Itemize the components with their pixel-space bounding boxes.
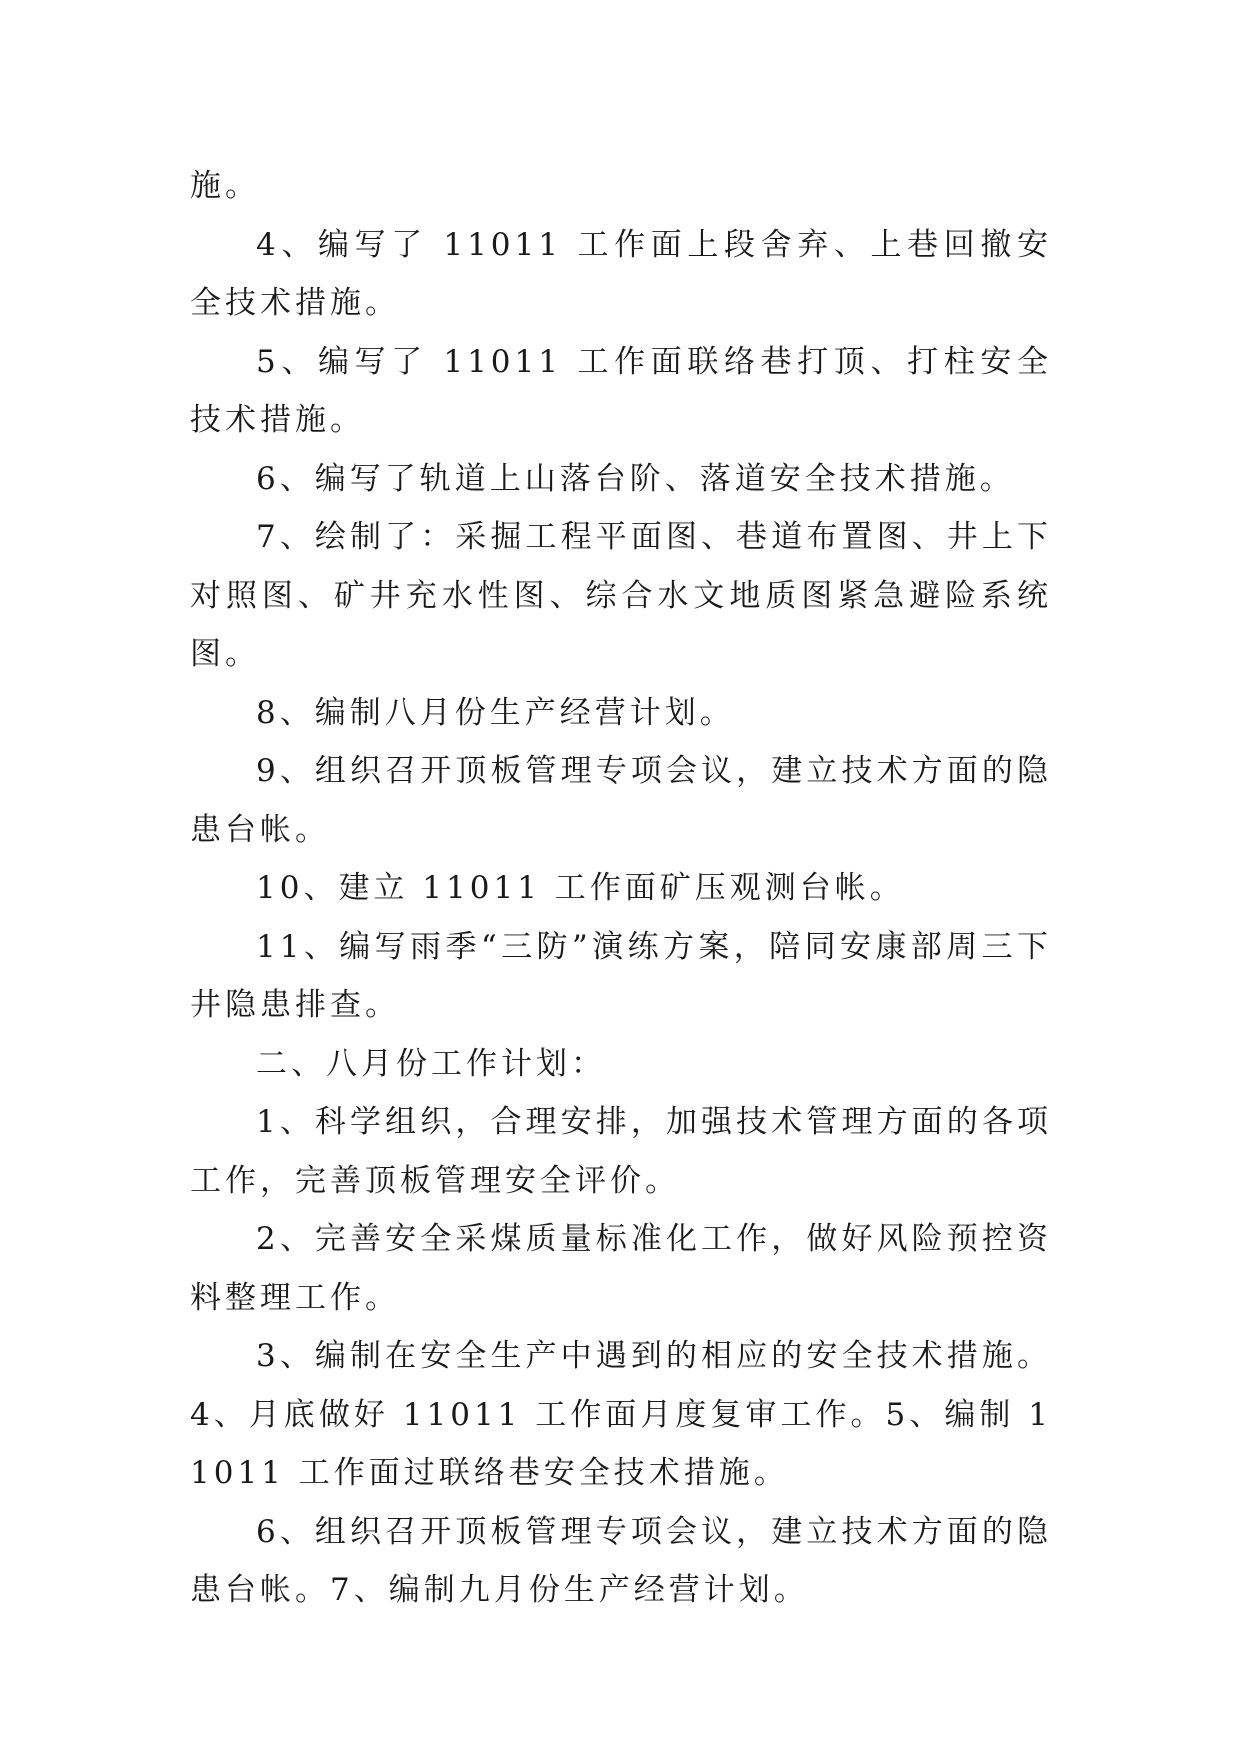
paragraph-13: 6、组织召开顶板管理专项会议，建立技术方面的隐患台帐。7、编制九月份生产经营计划。 <box>190 1513 1052 1608</box>
paragraph-0: 施。 <box>190 168 260 204</box>
paragraph-4: 7、绘制了：采掘工程平面图、巷道布置图、井上下对照图、矿井充水性图、综合水文地质图紧急避险系统图。 <box>190 519 1052 672</box>
paragraph-2: 5、编写了 11011 工作面联络巷打顶、打柱安全技术措施。 <box>190 343 1052 438</box>
paragraph-12: 3、编制在安全生产中遇到的相应的安全技术措施。4、月底做好 11011 工作面月度复审工作。5、编制 11011 工作面过联络巷安全技术措施。 <box>190 1338 1052 1491</box>
paragraph-7: 10、建立 11011 工作面矿压观测台帐。 <box>256 870 905 906</box>
paragraph-11: 2、完善安全采煤质量标准化工作，做好风险预控资料整理工作。 <box>190 1221 1052 1316</box>
document-body <box>190 157 1052 1620</box>
paragraph-10: 1、科学组织，合理安排，加强技术管理方面的各项工作，完善顶板管理安全评价。 <box>190 1104 1052 1199</box>
paragraph-3: 6、编写了轨道上山落台阶、落道安全技术措施。 <box>256 460 1015 497</box>
paragraph-8: 11、编写雨季“三防”演练方案，陪同安康部周三下井隐患排查。 <box>190 928 1052 1023</box>
paragraph-1: 4、编写了 11011 工作面上段舍弃、上巷回撤安全技术措施。 <box>190 226 1052 321</box>
section-heading: 二、八月份工作计划： <box>256 1045 606 1082</box>
paragraph-5: 8、编制八月份生产经营计划。 <box>256 694 735 731</box>
paragraph-6: 9、组织召开顶板管理专项会议，建立技术方面的隐患台帐。 <box>190 753 1052 848</box>
